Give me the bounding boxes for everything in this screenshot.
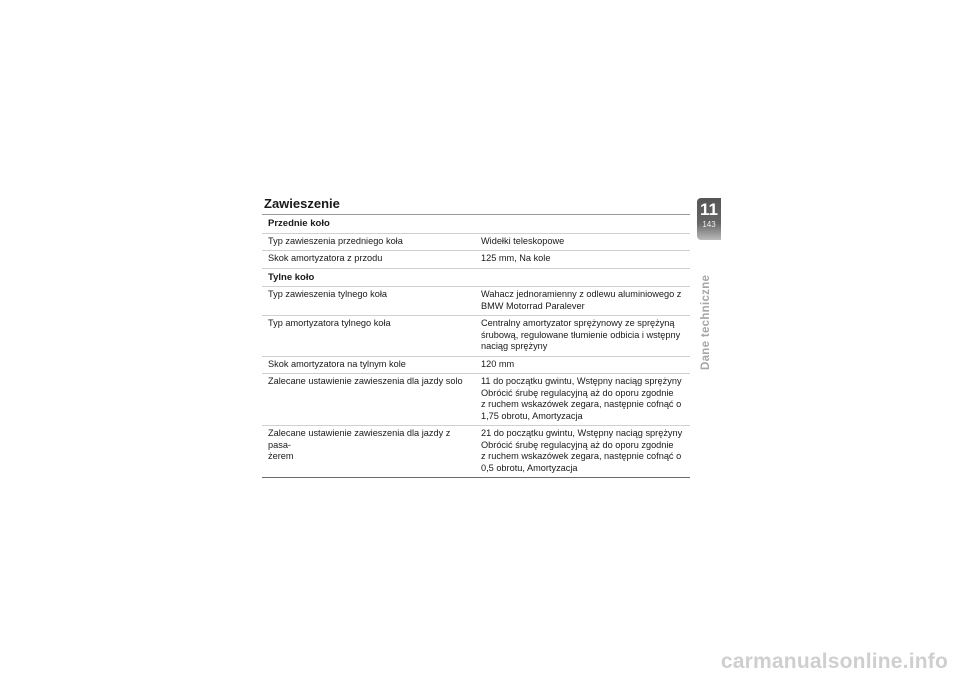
suspension-spec-table xyxy=(262,214,690,478)
table-row xyxy=(262,426,690,477)
row-label: Typ zawieszenia przedniego koła xyxy=(268,235,403,246)
row-value: Centralny amortyzator sprężynowy ze sprężyną śrubową, regulowane tłumienie odbicia i wstępny naciąg sprężyny xyxy=(481,318,681,351)
row-value: Widełki teleskopowe xyxy=(481,235,565,246)
row-label: Typ amortyzatora tylnego koła xyxy=(268,318,391,328)
chapter-tab xyxy=(697,198,721,240)
row-label: Skok amortyzatora na tylnym kole xyxy=(268,358,406,369)
table-row xyxy=(262,234,690,252)
table-row xyxy=(262,287,690,316)
table-row xyxy=(262,357,690,375)
chapter-number: 11 xyxy=(700,200,718,219)
table-row xyxy=(262,251,690,269)
section-title: Zawieszenie xyxy=(264,196,340,211)
row-label: Skok amortyzatora z przodu xyxy=(268,253,383,263)
chapter-name: Dane techniczne xyxy=(700,274,712,370)
row-value: 120 mm xyxy=(481,358,515,369)
row-label: Zalecane ustawienie zawieszenia dla jazdy z pasa- żerem xyxy=(268,428,451,461)
row-value: 21 do początku gwintu, Wstępny naciąg sprężyny Obrócić śrubę regulacyjną aż do oporu zgodnie z ruchem wskazówek zegara, następnie cofnąć o 0,5 obrotu, Amortyzacja xyxy=(481,428,683,473)
table-row xyxy=(262,374,690,426)
row-value: 11 do początku gwintu, Wstępny naciąg sprężyny Obrócić śrubę regulacyjną aż do oporu zgodnie z ruchem wskazówek zegara, następnie cofnąć o 1,75 obrotu, Amortyzacja xyxy=(481,376,682,421)
page-number: 143 xyxy=(702,220,716,229)
table-row xyxy=(262,316,690,357)
row-value: Wahacz jednoramienny z odlewu aluminiowego z BMW Motorrad Paralever xyxy=(481,289,682,311)
watermark: carmanualsonline.info xyxy=(720,650,948,673)
rear-wheel-header: Tylne koło xyxy=(262,269,690,288)
row-value: 125 mm, Na kole xyxy=(481,253,551,263)
row-label: Typ zawieszenia tylnego koła xyxy=(268,289,387,299)
front-wheel-header: Przednie koło xyxy=(262,215,690,234)
row-label: Zalecane ustawienie zawieszenia dla jazdy solo xyxy=(268,376,463,386)
